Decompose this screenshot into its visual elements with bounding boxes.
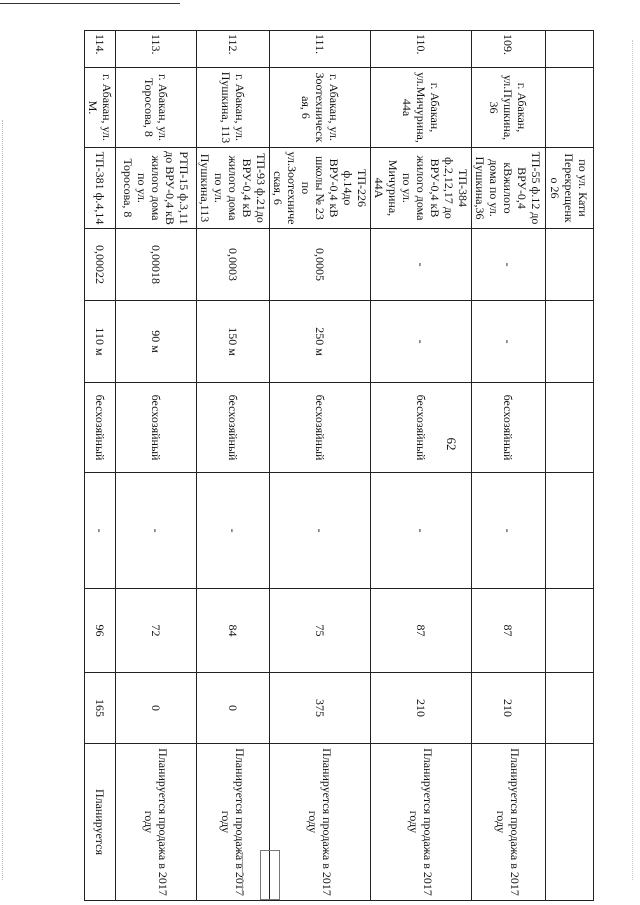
object-cell: по ул. Кати Перекрещенко 26 <box>546 148 594 229</box>
object-cell: РТП-15 ф.3,11 до ВРУ-0,4 кВ жилого дома по ул. Торосова, 8 <box>116 148 197 229</box>
length-m-cell: 110 м <box>85 301 116 383</box>
row-number: 113. <box>116 31 197 68</box>
row-number: 110. <box>371 31 472 68</box>
address-cell: г. Абакан, ул. М. <box>85 68 116 148</box>
value-b-cell: 375 <box>270 673 371 744</box>
value-b-cell: 165 <box>85 673 116 744</box>
value-a-cell: 75 <box>270 589 371 673</box>
length-m-cell: - <box>472 301 546 383</box>
value-b-cell: 0 <box>116 673 197 744</box>
value-a-cell: 87 <box>472 589 546 673</box>
length-km-cell: 0,00018 <box>116 229 197 301</box>
row-number: 114. <box>85 31 116 68</box>
value-b-cell: 210 <box>472 673 546 744</box>
object-cell: ТП-384 ф.2,12,17 до ВРУ-0,4 кВ жилого дома по ул. Мичурина, 44А <box>371 148 472 229</box>
status-cell <box>546 744 594 901</box>
stamp-mark-line <box>242 852 255 896</box>
row-number: 109. <box>472 31 546 68</box>
owner-cell: бесхозяйный <box>116 383 197 473</box>
table-row <box>472 31 546 901</box>
table-row <box>116 31 197 901</box>
length-km-cell: - <box>472 229 546 301</box>
stamp-mark <box>260 850 280 900</box>
row-number <box>546 31 594 68</box>
top-rule <box>0 3 180 4</box>
register-table-sheet <box>87 30 594 900</box>
length-m-cell: - <box>371 301 472 383</box>
length-m-cell <box>546 301 594 383</box>
scan-edge-right <box>632 40 635 880</box>
dash-cell: - <box>197 473 270 589</box>
address-cell: г. Абакан, ул.Мичурина, 44а <box>371 68 472 148</box>
address-cell: г. Абакан, ул. Торосова, 8 <box>116 68 197 148</box>
status-cell: Планируется <box>85 744 116 901</box>
address-cell <box>546 68 594 148</box>
owner-cell: бесхозяйный <box>270 383 371 473</box>
table-row <box>546 31 594 901</box>
owner-cell: бесхозяйный <box>472 383 546 473</box>
table-row <box>85 31 116 901</box>
table-row <box>197 31 270 901</box>
value-a-cell: 87 <box>371 589 472 673</box>
owner-cell: бесхозяйный <box>85 383 116 473</box>
address-cell: г. Абакан, ул. Пушкина, 113 <box>197 68 270 148</box>
value-b-cell: 210 <box>371 673 472 744</box>
length-km-cell: 0,00022 <box>85 229 116 301</box>
table-row <box>270 31 371 901</box>
row-number: 112. <box>197 31 270 68</box>
address-cell: г. Абакан, ул.Пушкина, 36 <box>472 68 546 148</box>
length-km-cell <box>546 229 594 301</box>
value-a-cell: 96 <box>85 589 116 673</box>
address-cell: г. Абакан, ул. Зоотехническая, 6 <box>270 68 371 148</box>
status-cell: Планируется продажа в 2017 году <box>472 744 546 901</box>
status-cell: Планируется продажа в 2017 году <box>197 744 270 901</box>
length-km-cell: 0,0005 <box>270 229 371 301</box>
scan-edge-left <box>2 120 5 880</box>
length-km-cell: - <box>371 229 472 301</box>
length-m-cell: 250 м <box>270 301 371 383</box>
value-b-cell <box>546 673 594 744</box>
dash-cell: - <box>472 473 546 589</box>
value-a-cell: 84 <box>197 589 270 673</box>
status-cell: Планируется продажа в 2017 году <box>270 744 371 901</box>
object-cell: ТП-381 ф.4,14 <box>85 148 116 229</box>
object-cell: ТП-55 ф.12 до ВРУ-0,4 кВжилого дома по ул. Пушкина,36 <box>472 148 546 229</box>
table-row <box>371 31 472 901</box>
dash-cell <box>546 473 594 589</box>
dash-cell: - <box>116 473 197 589</box>
dash-cell: - <box>371 473 472 589</box>
object-cell: ТП-93 ф.21до ВРУ-0,4 кВ жилого дома по ул. Пушкина,113 <box>197 148 270 229</box>
value-a-cell <box>546 589 594 673</box>
owner-cell: бесхозяйный <box>371 383 472 473</box>
owner-cell: бесхозяйный <box>197 383 270 473</box>
length-m-cell: 150 м <box>197 301 270 383</box>
status-cell: Планируется продажа в 2017 году <box>371 744 472 901</box>
length-km-cell: 0,0003 <box>197 229 270 301</box>
dash-cell: - <box>85 473 116 589</box>
owner-cell <box>546 383 594 473</box>
register-table <box>84 30 594 901</box>
page-number: 62 <box>444 437 459 451</box>
value-b-cell: 0 <box>197 673 270 744</box>
object-cell: ТП-226 ф.14до ВРУ-0,4 кВ школы № 23 по ул.Зоотехническая, 6 <box>270 148 371 229</box>
row-number: 111. <box>270 31 371 68</box>
value-a-cell: 72 <box>116 589 197 673</box>
length-m-cell: 90 м <box>116 301 197 383</box>
status-cell: Планируется продажа в 2017 году <box>116 744 197 901</box>
dash-cell: - <box>270 473 371 589</box>
